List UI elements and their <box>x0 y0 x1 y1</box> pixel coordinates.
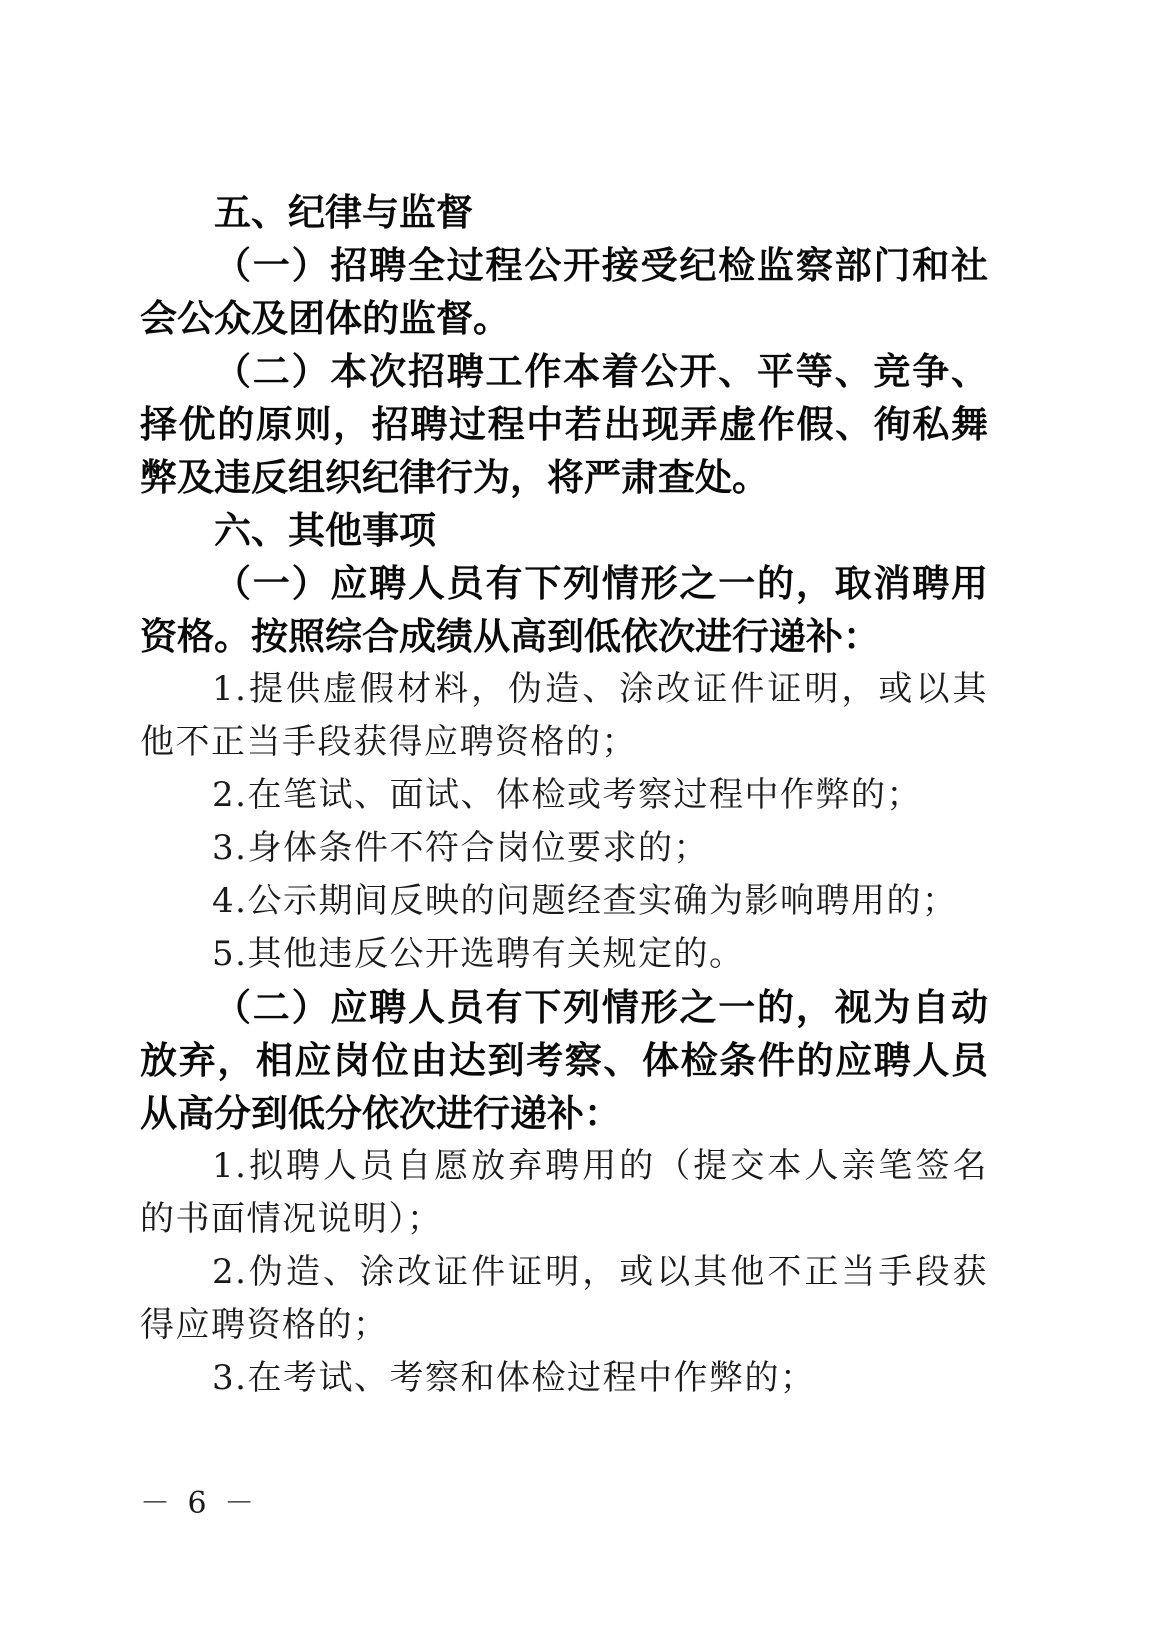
section-six-heading: 六、其他事项 <box>214 509 436 552</box>
section-six-item-one-list-5: 5.其他违反公开选聘有关规定的。 <box>212 934 745 974</box>
section-six-item-one-list-1: 1.提供虚假材料，伪造、涂改证件证明，或以其他不正当手段获得应聘资格的； <box>140 669 988 762</box>
section-six-item-one-list-3: 3.身体条件不符合岗位要求的； <box>212 828 709 868</box>
section-six-item-two-lead: （二）应聘人员有下列情形之一的，视为自动放弃，相应岗位由达到考察、体检条件的应聘人员从高分到低分依次进行递补： <box>140 986 988 1135</box>
section-five-item-2: （二）本次招聘工作本着公开、平等、竞争、择优的原则，招聘过程中若出现弄虚作假、徇私舞弊及违反组织纪律行为，将严肃查处。 <box>140 350 988 499</box>
section-five-item-1: （一）招聘全过程公开接受纪检监察部门和社会公众及团体的监督。 <box>140 244 988 340</box>
section-six-item-two-list-2: 2.伪造、涂改证件证明，或以其他不正当手段获得应聘资格的； <box>140 1252 988 1345</box>
page-number: － 6 － <box>140 1486 259 1521</box>
page-content <box>140 186 988 1405</box>
section-six-item-one-lead: （一）应聘人员有下列情形之一的，取消聘用资格。按照综合成绩从高到低依次进行递补： <box>140 562 988 658</box>
section-six-item-one-list-2: 2.在笔试、面试、体检或考察过程中作弊的； <box>212 775 922 815</box>
section-six-item-two-list-1: 1.拟聘人员自愿放弃聘用的（提交本人亲笔签名的书面情况说明）； <box>140 1146 988 1239</box>
section-six-item-one-list-4: 4.公示期间反映的问题经查实确为影响聘用的； <box>212 881 958 921</box>
section-five-heading: 五、纪律与监督 <box>214 191 473 234</box>
section-six-item-two-list-3: 3.在考试、考察和体检过程中作弊的； <box>212 1358 816 1398</box>
